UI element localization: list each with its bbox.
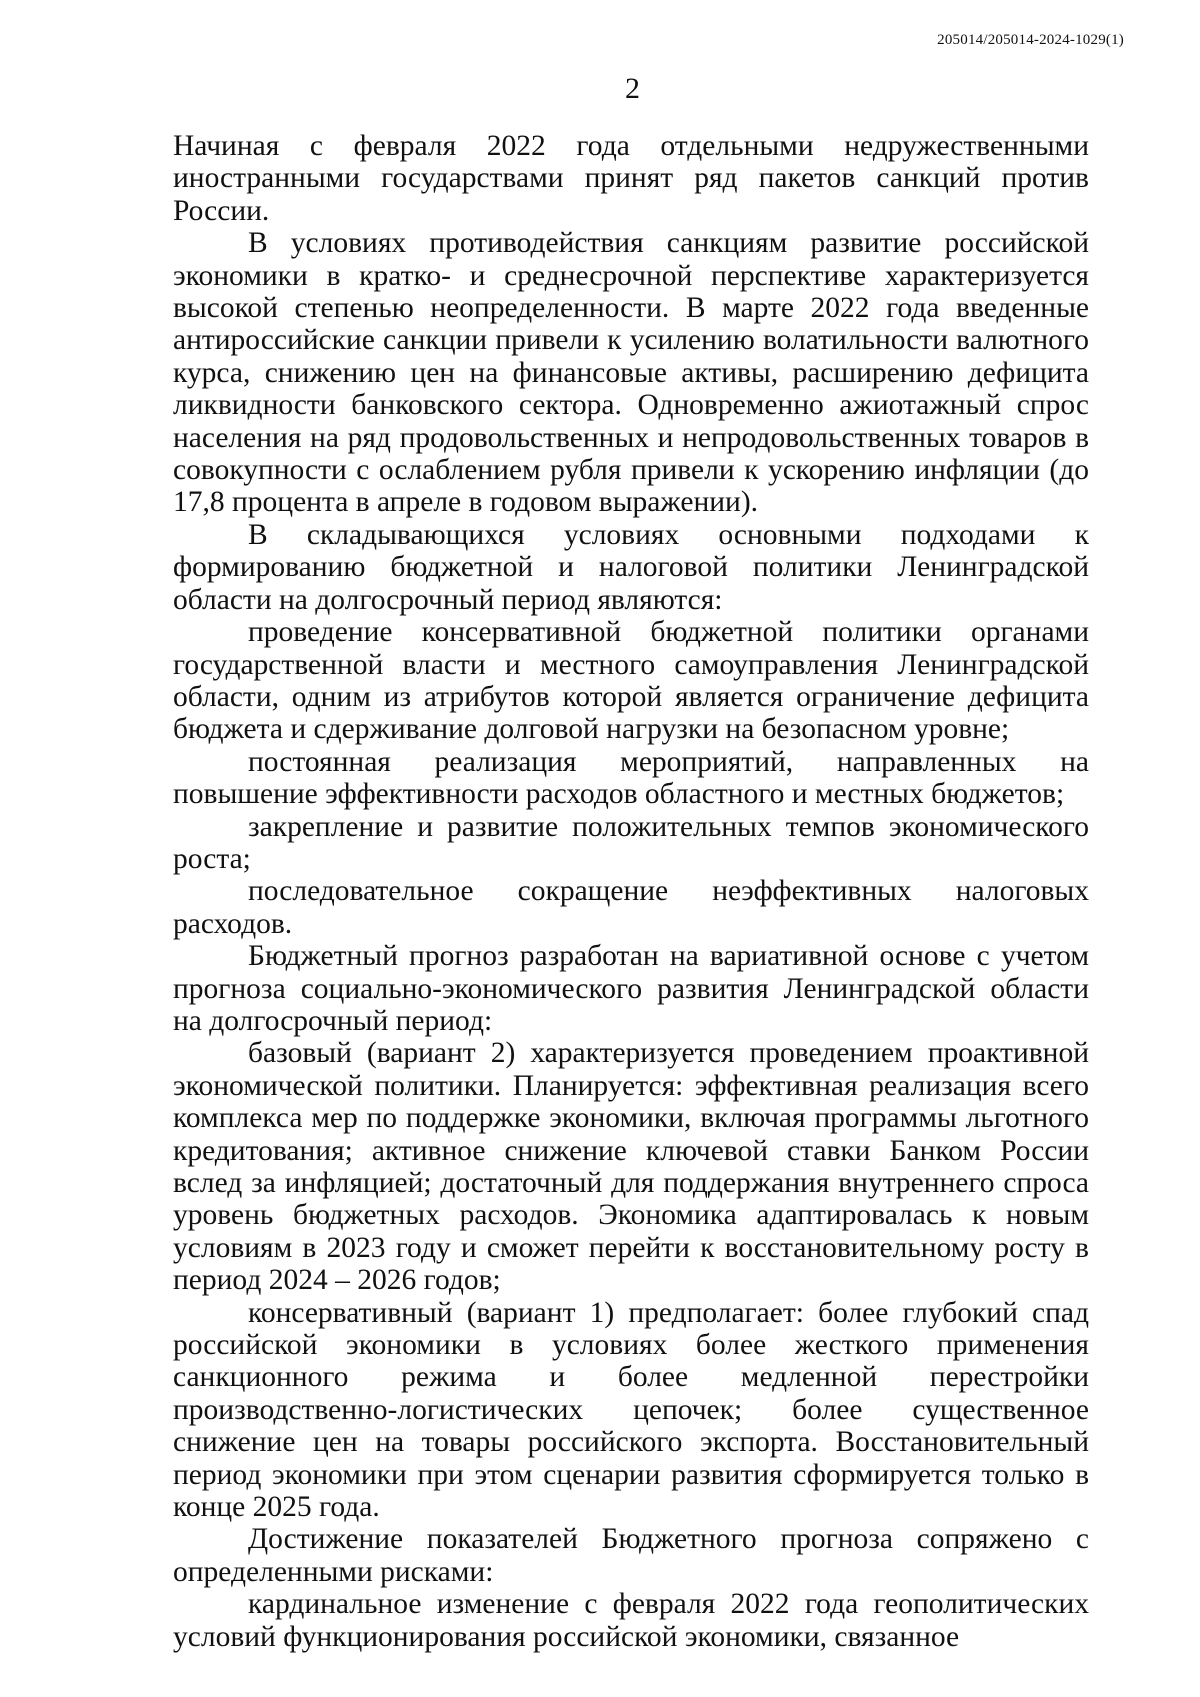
- list-item: закрепление и развитие положительных темпов экономического роста;: [173, 810, 1089, 875]
- list-item: базовый (вариант 2) характеризуется проведением проактивной экономической политики. Планируется: эффективная реализация всего комплекса мер по поддержке экономики, включая программы льготного кредитования; активное снижение ключевой ставки Банком России вслед за инфляцией; достаточный для поддержания внутреннего спроса уровень бюджетных расходов. Экономика адаптировалась к новым условиям в 2023 году и сможет перейти к восстановительному росту в период 2024 – 2026 годов;: [173, 1037, 1089, 1297]
- list-item: последовательное сокращение неэффективных налоговых расходов.: [173, 875, 1089, 940]
- page-number: 2: [625, 72, 640, 105]
- list-item: кардинальное изменение с февраля 2022 года геополитических условий функционирования российской экономики, связанное: [173, 1588, 1089, 1653]
- list-item: проведение консервативной бюджетной политики органами государственной власти и местного самоуправления Ленинградской области, одним из атрибутов которой является ограничение дефицита бюджета и сдерживание долговой нагрузки на безопасном уровне;: [173, 616, 1089, 746]
- list-item: постоянная реализация мероприятий, направленных на повышение эффективности расходов областного и местных бюджетов;: [173, 745, 1089, 811]
- paragraph: Достижение показателей Бюджетного прогноза сопряжено с определенными рисками:: [173, 1523, 1089, 1588]
- list-item: консервативный (вариант 1) предполагает: более глубокий спад российской экономики в условиях более жесткого применения санкционного режима и более медленной перестройки производственно-логистических цепочек; более существенное снижение цен на товары российского экспорта. Восстановительный период экономики при этом сценарии развития сформируется только в конце 2025 года.: [173, 1296, 1089, 1524]
- document-id: 205014/205014-2024-1029(1): [937, 32, 1124, 48]
- paragraph: В складывающихся условиях основными подходами к формированию бюджетной и налоговой политики Ленинградской области на долгосрочный период являются:: [173, 518, 1089, 616]
- paragraph: В условиях противодействия санкциям развитие российской экономики в кратко- и среднесрочной перспективе характеризуется высокой степенью неопределенности. В марте 2022 года введенные антироссийские санкции привели к усилению волатильности валютного курса, снижению цен на финансовые активы, расширению дефицита ликвидности банковского сектора. Одновременно ажиотажный спрос населения на ряд продовольственных и непродовольственных товаров в совокупности с ослаблением рубля привели к ускорению инфляции (до 17,8 процента в апреле в годовом выражении).: [173, 227, 1089, 519]
- paragraph: Начиная с февраля 2022 года отдельными недружественными иностранными государствами принят ряд пакетов санкций против России.: [173, 130, 1089, 227]
- paragraph: Бюджетный прогноз разработан на вариативной основе с учетом прогноза социально-экономического развития Ленинградской области на долгосрочный период:: [173, 940, 1089, 1037]
- document-body: [173, 130, 1089, 1653]
